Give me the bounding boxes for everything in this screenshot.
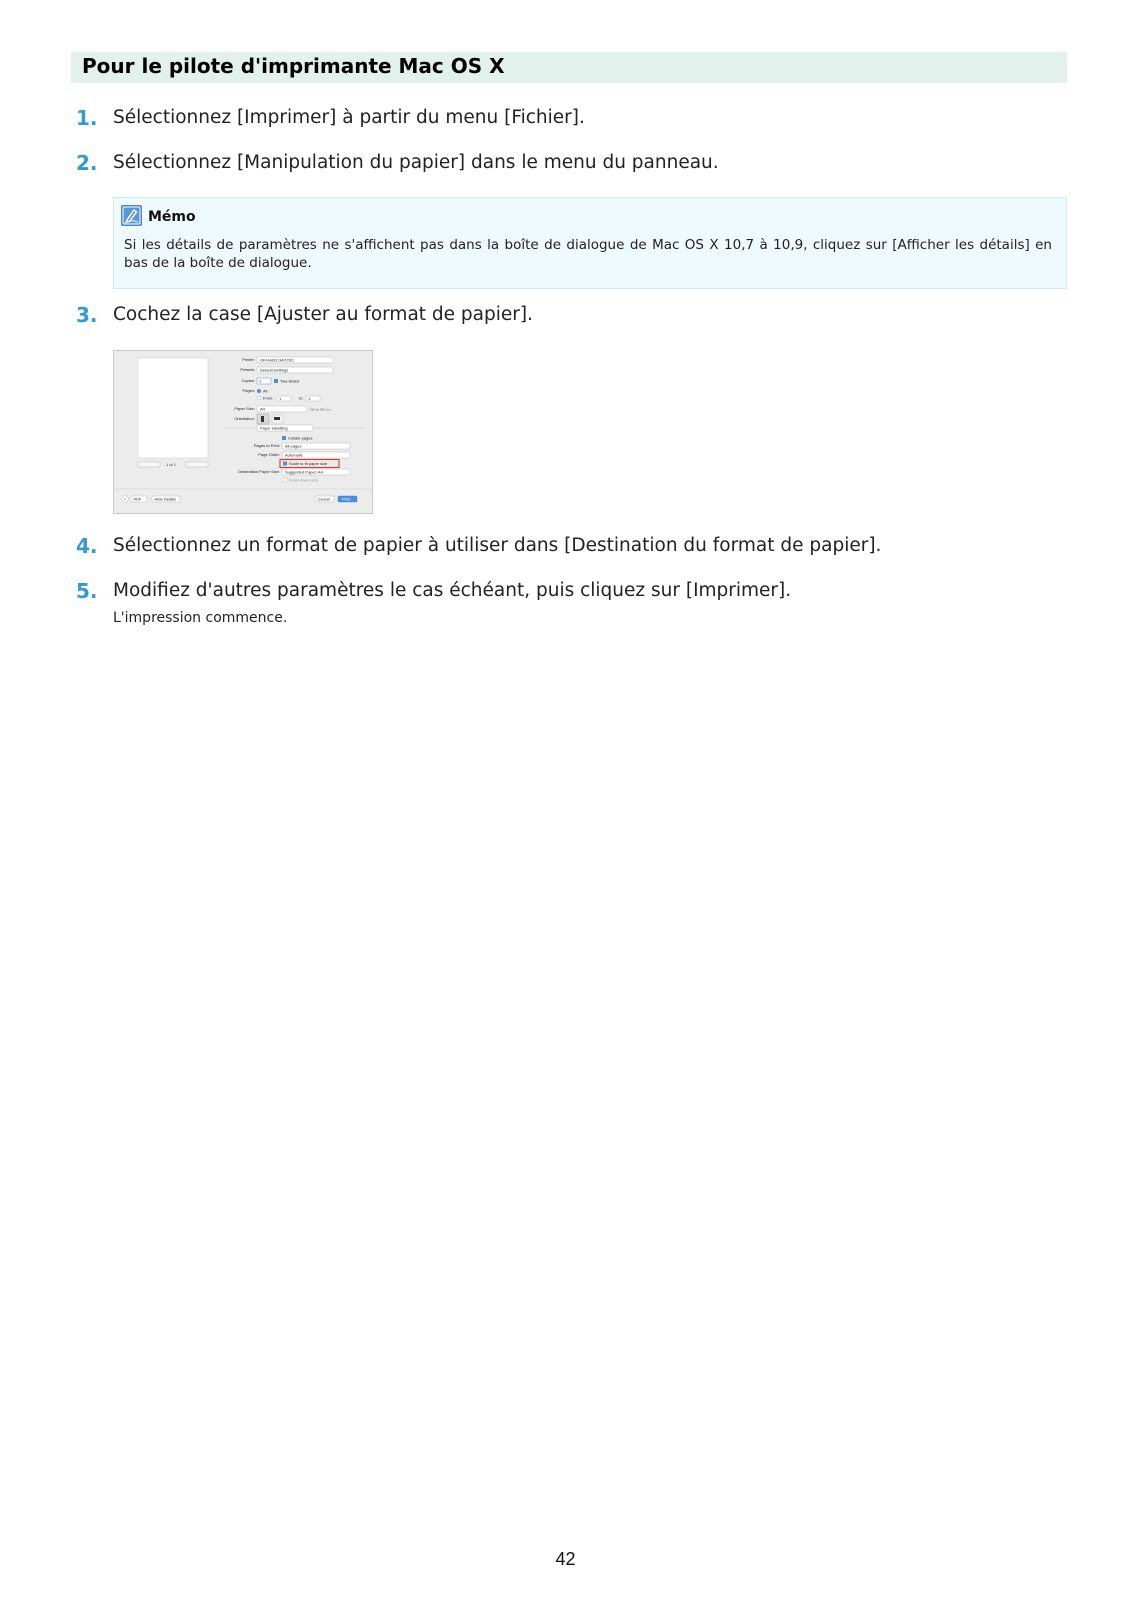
two-sided-label: Two-Sided xyxy=(280,378,299,384)
pages-all-label: All xyxy=(263,388,268,394)
step-text: Sélectionnez [Manipulation du papier] dans le menu du panneau. xyxy=(113,152,719,173)
dest-size-value: Suggested Paper: A4 xyxy=(285,469,323,475)
printer-label: Printer: xyxy=(242,357,255,362)
orientation-label: Orientation: xyxy=(234,416,255,421)
copies-label: Copies: xyxy=(241,378,255,383)
hide-details-label: Hide Details xyxy=(154,496,177,502)
pages-to-label: to: xyxy=(299,395,304,401)
cancel-label: Cancel xyxy=(317,496,330,502)
memo-title: Mémo xyxy=(148,209,196,225)
pages-range-radio xyxy=(257,396,261,400)
pages-from-value: 1 xyxy=(279,396,282,401)
print-label: Print xyxy=(342,496,351,502)
collate-checkbox xyxy=(282,436,286,440)
paper-size-dims: 210 by 297 mm xyxy=(310,407,331,412)
paper-size-value: A4 xyxy=(260,406,265,412)
scale-to-fit-checkbox xyxy=(283,462,287,466)
pages-to-print-label: Pages to Print: xyxy=(253,443,280,448)
step-text: Sélectionnez [Imprimer] à partir du menu [Fichier]. xyxy=(113,107,585,128)
step-number: 1. xyxy=(76,106,98,130)
step-text: Modifiez d'autres paramètres le cas échéant, puis cliquez sur [Imprimer]. xyxy=(113,580,792,601)
presets-label: Presets: xyxy=(240,367,255,372)
page-order-value: Automatic xyxy=(285,452,303,458)
page-order-label: Page Order: xyxy=(258,452,280,457)
memo-box xyxy=(113,197,1067,289)
step-text: Sélectionnez un format de papier à utiliser dans [Destination du format de papier]. xyxy=(113,535,882,556)
step-number: 5. xyxy=(76,579,98,603)
print-dialog-screenshot xyxy=(113,350,373,514)
collate-label: Collate pages xyxy=(288,435,313,441)
printer-value: OKI-B432-3A7C6C xyxy=(260,357,295,363)
pdf-label: PDF xyxy=(133,496,142,502)
presets-value: Default Settings xyxy=(260,367,289,373)
pages-to-value: 1 xyxy=(308,396,311,401)
help-label: ? xyxy=(123,496,126,502)
scale-down-label: Scale down only xyxy=(289,477,319,483)
step-number: 2. xyxy=(76,151,98,175)
step-text: Cochez la case [Ajuster au format de papier]. xyxy=(113,304,533,325)
pencil-note-icon xyxy=(121,205,142,226)
pages-to-print-value: All pages xyxy=(285,443,302,449)
page-number: 42 xyxy=(555,1549,576,1569)
next-page-button xyxy=(186,462,208,467)
pages-label: Pages: xyxy=(242,388,255,393)
step-number: 4. xyxy=(76,534,98,558)
dest-size-label: Destination Paper Size: xyxy=(238,469,280,474)
two-sided-checkbox xyxy=(274,379,278,383)
scale-to-fit-label: Scale to fit paper size xyxy=(289,461,328,466)
scale-down-checkbox xyxy=(283,478,287,482)
paper-size-label: Paper Size: xyxy=(234,406,255,411)
pages-from-label: From: xyxy=(263,395,274,401)
preview-page xyxy=(138,358,208,458)
panel-menu-value: Paper Handling xyxy=(260,425,288,431)
step-result-text: L'impression commence. xyxy=(113,610,288,626)
memo-body: Si les détails de paramètres ne s'affichent pas dans la boîte de dialogue de Mac OS X 10,7 à 10,9, cliquez sur [Afficher les détails] en bas de la boîte de dialogue. xyxy=(124,237,1052,271)
page-counter: 1 of 1 xyxy=(166,462,177,467)
prev-page-button xyxy=(138,462,160,467)
step-number: 3. xyxy=(76,303,98,327)
copies-value: 1 xyxy=(259,378,262,384)
section-title: Pour le pilote d'imprimante Mac OS X xyxy=(71,52,1067,83)
pages-all-radio xyxy=(257,389,261,393)
